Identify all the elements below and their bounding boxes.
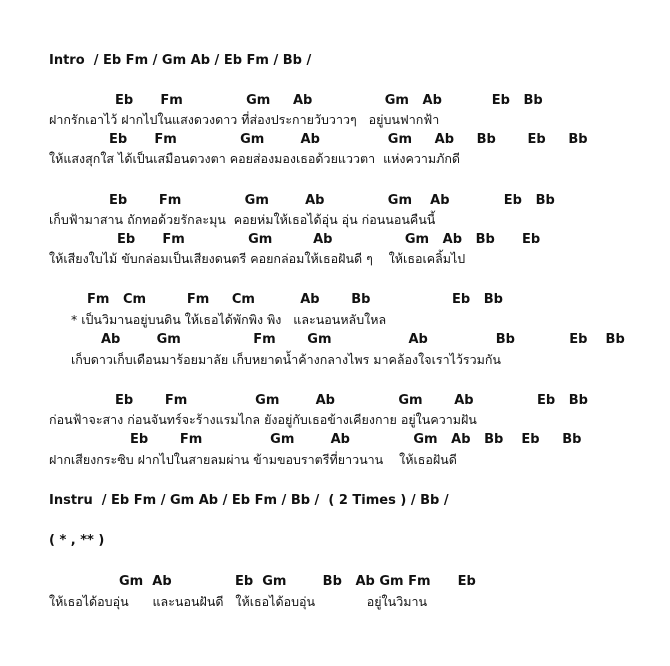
chord-line-6: Ab Gm Fm Gm Ab Bb Eb Bb — [101, 332, 625, 347]
lyric-line-8: ฝากเสียงกระซิบ ฝากไปในสายลมผ่าน ข้ามขอบราตรีที่ยาวนาน ให้เธอฝันดี — [49, 452, 457, 467]
lyric-line-4: ให้เสียงใบไม้ ขับกล่อมเป็นเสียงดนตรี คอยกล่อมให้เธอฝันดี ๆ ให้เธอเคลิ้มไป — [49, 251, 466, 266]
chord-line-5: Fm Cm Fm Cm Ab Bb Eb Bb — [87, 292, 503, 307]
chord-line-1: Eb Fm Gm Ab Gm Ab Eb Bb — [115, 93, 543, 108]
repeat-line: ( * , ** ) — [49, 533, 105, 548]
instru-line: Instru / Eb Fm / Gm Ab / Eb Fm / Bb / ( 2 Times ) / Bb / — [49, 493, 449, 508]
lyric-line-5: * เป็นวิมานอยู่บนดิน ให้เธอได้พักพิง พิง และนอนหลับใหล — [71, 312, 387, 327]
lyric-line-1: ฝากรักเอาไว้ ฝากไปในแสงดวงดาว ที่ส่องประกายวับวาวๆ อยู่บนฟากฟ้า — [49, 112, 440, 127]
lyric-line-9: ให้เธอได้อบอุ่น และนอนฝันดี ให้เธอได้อบอุ่น อยู่ในวิมาน — [49, 594, 428, 609]
chord-line-8: Eb Fm Gm Ab Gm Ab Bb Eb Bb — [130, 432, 582, 447]
lyric-line-6: เก็บดาวเก็บเดือนมาร้อยมาลัย เก็บหยาดน้ำค้างกลางไพร มาคล้องใจเราไว้รวมกัน — [71, 352, 501, 367]
chord-line-4: Eb Fm Gm Ab Gm Ab Bb Eb — [117, 232, 541, 247]
lyric-line-7: ก่อนฟ้าจะสาง ก่อนจันทร์จะร้างแรมไกล ยังอยู่กับเธอข้างเคียงกาย อยู่ในความฝัน — [49, 412, 477, 427]
lyric-line-3: เก็บฟ้ามาสาน ถักทอด้วยรักละมุน คอยห่มให้เธอได้อุ่น อุ่น ก่อนนอนคืนนี้ — [49, 212, 436, 227]
chord-line-3: Eb Fm Gm Ab Gm Ab Eb Bb — [109, 193, 555, 208]
lyric-line-2: ให้แสงสุกใส ได้เป็นเสมือนดวงตา คอยส่องมองเธอด้วยแววตา แห่งความภักดี — [49, 151, 461, 166]
chord-line-9: Gm Ab Eb Gm Bb Ab Gm Fm Eb — [119, 574, 476, 589]
chord-line-2: Eb Fm Gm Ab Gm Ab Bb Eb Bb — [109, 132, 588, 147]
intro-line: Intro / Eb Fm / Gm Ab / Eb Fm / Bb / — [49, 53, 312, 68]
chord-line-7: Eb Fm Gm Ab Gm Ab Eb Bb — [115, 393, 588, 408]
